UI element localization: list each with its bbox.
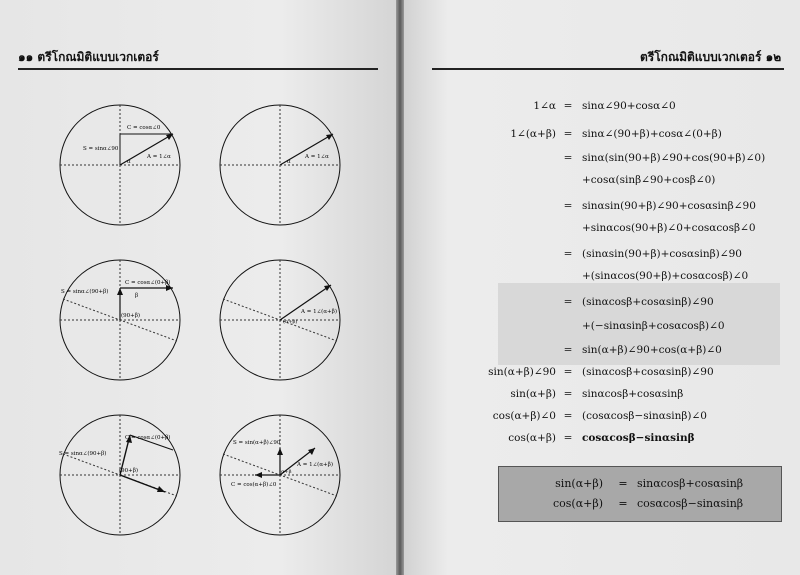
equation-lhs: 1∠α [533,100,556,112]
diagram-6-label-a: A = 1∠(α+β) [297,462,333,468]
diagram-6-label-c: C = cos(α+β)∠0 [231,482,277,488]
equation-rhs: sinα∠90+cosα∠0 [582,100,676,112]
equation-equals: = [563,100,573,112]
equation-lhs: cos(α+β)∠0 [492,410,556,422]
equation-rhs: +(sinαcos(90+β)+cosαcosβ)∠0 [582,270,749,282]
equation-lhs: cos(α+β) [508,432,556,444]
phasor-diagram-5 [55,410,185,540]
diagram-3-label-s: S = sinα∠(90+β) [61,289,109,295]
summary-box [498,466,782,522]
equation-rhs: +(−sinαsinβ+cosαcosβ)∠0 [582,320,725,332]
diagram-2-label-a: A = 1∠α [305,154,329,160]
book-gutter [396,0,404,575]
equation-lhs: sin(α+β) [510,388,556,400]
equation-lhs: 1∠(α+β) [510,128,556,140]
phasor-diagram-4 [215,255,345,385]
diagram-4-label-a: A = 1∠(α+β) [301,309,337,315]
equation-equals: = [563,410,573,422]
diagram-1-label-alpha: α [127,159,131,165]
equation-equals: = [563,296,573,308]
right-header-rule [432,68,784,70]
equation-rhs: (sinαcosβ+cosαsinβ)∠90 [582,296,714,308]
equation-equals: = [563,432,573,444]
diagram-5-label-90b: (90+β) [119,468,139,474]
summary-rhs: sinαcosβ+cosαsinβ [637,477,744,490]
equation-rhs: cosαcosβ−sinαsinβ [582,432,695,444]
equation-equals: = [563,248,573,260]
equation-rhs: sinαsin(90+β)∠90+cosαsinβ∠90 [582,200,756,212]
equation-rhs: sinα∠(90+β)+cosα∠(0+β) [582,128,722,140]
diagram-3-label-beta: β [135,293,139,299]
diagram-2-label-alpha: α [287,159,291,165]
equation-equals: = [563,200,573,212]
diagram-1-label-c: C = cosα∠0 [127,125,161,131]
summary-equals: = [618,477,628,490]
equation-rhs: +cosα(sinβ∠90+cosβ∠0) [582,174,716,186]
left-page-header: ๑๑ ตรีโกณมิติแบบเวกเตอร์ [18,50,159,64]
diagram-3-label-c: C = cosα∠(0+β) [125,280,171,286]
phasor-diagram-3 [55,255,185,385]
phasor-diagram-1 [55,100,185,230]
diagram-5-label-c: C = cosα∠(0+β) [125,435,171,441]
equation-rhs: +sinαcos(90+β)∠0+cosαcosβ∠0 [582,222,756,234]
phasor-diagram-6 [215,410,345,540]
equation-rhs: sin(α+β)∠90+cos(α+β)∠0 [582,344,722,356]
diagram-3-label-90b: (90+β) [121,313,141,319]
equation-rhs: sinαcosβ+cosαsinβ [582,388,684,400]
diagram-1-label-s: S = sinα∠90 [83,146,119,152]
diagram-5-label-s: S = sinα∠(90+β) [59,451,107,457]
diagram-1-label-a: A = 1∠α [147,154,171,160]
diagram-4-label-ab: (α+β) [283,319,298,325]
equation-equals: = [563,344,573,356]
right-page-header: ตรีโกณมิติแบบเวกเตอร์ ๑๒ [640,50,782,64]
summary-lhs: cos(α+β) [552,497,603,510]
diagram-6-label-s: S = sin(α+β)∠90 [233,440,281,446]
left-header-rule [18,68,378,70]
equation-lhs: sin(α+β)∠90 [488,366,556,378]
summary-rhs: cosαcosβ−sinαsinβ [637,497,744,510]
equation-equals: = [563,388,573,400]
diagram-6-label-ab: α+β [281,469,292,475]
equation-rhs: (sinαcosβ+cosαsinβ)∠90 [582,366,714,378]
equation-rhs: sinα(sin(90+β)∠90+cos(90+β)∠0) [582,152,766,164]
equation-equals: = [563,152,573,164]
equation-equals: = [563,128,573,140]
equation-rhs: (cosαcosβ−sinαsinβ)∠0 [582,410,707,422]
equation-equals: = [563,366,573,378]
summary-lhs: sin(α+β) [555,477,603,490]
equation-rhs: (sinαsin(90+β)+cosαsinβ)∠90 [582,248,742,260]
phasor-diagram-2 [215,100,345,230]
summary-equals: = [618,497,628,510]
